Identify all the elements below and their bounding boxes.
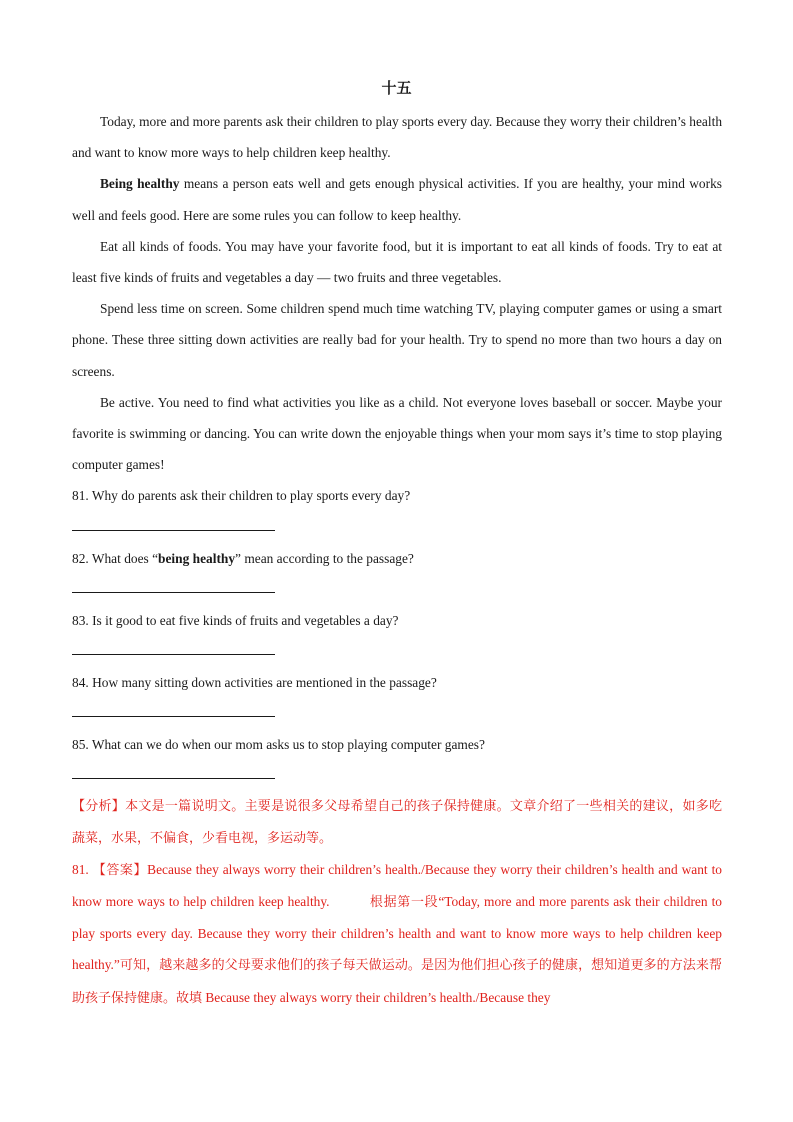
bold-term: being healthy [158, 550, 236, 566]
answer-blank-83[interactable] [72, 654, 275, 655]
answer-text: Because they always worry their children’s health./Because they worry their children’s health and want to know more ways to help children keep healthy. [72, 861, 722, 910]
question-81: 81. Why do parents ask their children to play sports every day? [72, 488, 411, 504]
question-84: 84. How many sitting down activities are mentioned in the passage? [72, 675, 437, 691]
answer-blank-84[interactable] [72, 716, 275, 717]
explain-text: 可知，越来越多的父母要求他们的孩子每天做运动。是因为他们担心孩子的健康，想知道更多的方法来帮助孩子保持健康。故填 [72, 958, 722, 1006]
question-text: 82. What does “ [72, 550, 159, 566]
question-82 [72, 543, 722, 574]
answer-number: 81. [72, 861, 93, 877]
section-title: 十五 [381, 79, 412, 97]
answer-tail: Because they always worry their children’s health./Because they [202, 989, 551, 1005]
passage-paragraph-2 [72, 168, 722, 230]
answer-label: 【答案】 [92, 862, 148, 878]
analysis-text: 本文是一篇说明文。主要是说很多父母希望自己的孩子保持健康。文章介绍了一些相关的建议，如多吃蔬菜，水果，不偏食，少看电视，多运动等。 [72, 799, 722, 846]
question-text: ” mean according to the passage? [235, 550, 414, 566]
analysis-label: 【分析】 [72, 799, 126, 815]
paragraph-text: means a person eats well and gets enough physical activities. If you are healthy, your mind works well and feels good. Here are some rules you can follow to keep healthy. [72, 176, 722, 223]
explain-quote: “Today, more and more parents ask their children to play sports every day. Because they worry their children’s health and want to know more ways to help children keep healthy.” [72, 894, 722, 973]
bold-term: Being healthy [100, 176, 180, 192]
passage-paragraph-5: Be active. You need to find what activities you like as a child. Not everyone loves baseball or soccer. Maybe your favorite is swimming or dancing. You can write down the enjoyable things when your mom says it’s time to stop playing computer games! [72, 394, 722, 473]
answer-81-paragraph [72, 854, 722, 1014]
explain-lead: 根据第一段 [369, 895, 439, 911]
answer-blank-81[interactable] [72, 530, 275, 531]
answer-blank-85[interactable] [72, 778, 275, 779]
analysis-paragraph [72, 791, 722, 853]
passage-paragraph-1: Today, more and more parents ask their children to play sports every day. Because they worry their children’s health and want to know more ways to help children keep healthy. [72, 114, 723, 161]
answer-blank-82[interactable] [72, 592, 275, 593]
question-85: 85. What can we do when our mom asks us to stop playing computer games? [72, 737, 485, 753]
question-83: 83. Is it good to eat five kinds of fruits and vegetables a day? [72, 612, 399, 628]
passage-paragraph-3: Eat all kinds of foods. You may have your favorite food, but it is important to eat all kinds of foods. Try to eat at least five kinds of fruits and vegetables a day — two fruits and three vegetables. [72, 238, 722, 286]
document-body [72, 106, 722, 1014]
passage-paragraph-4: Spend less time on screen. Some children spend much time watching TV, playing computer games or using a smart phone. These three sitting down activities are really bad for your health. Try to spend no more than two hours a day on screens. [72, 301, 722, 379]
